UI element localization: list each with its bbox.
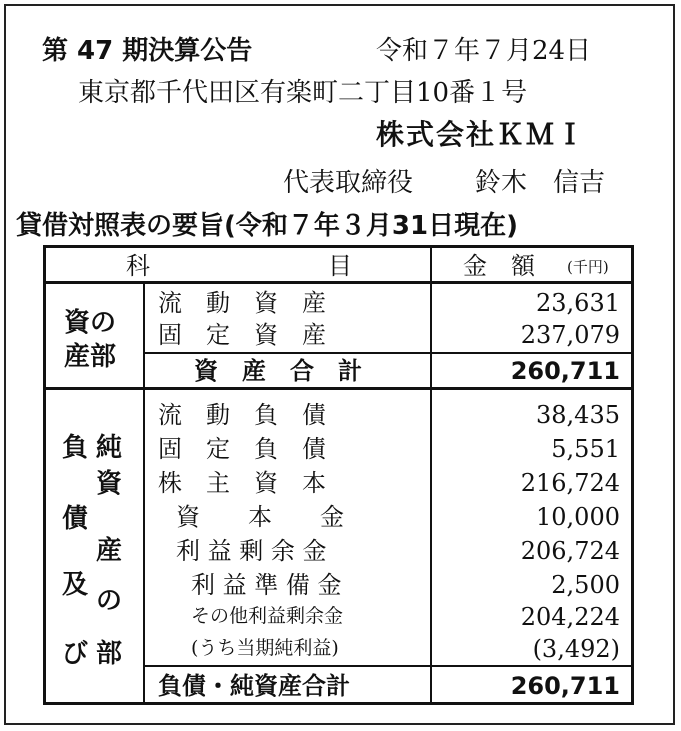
liab-row-value: 10,000 [536,503,620,531]
liab-row-value: 2,500 [551,571,620,599]
liab-category-char: 純 [96,433,123,463]
liab-row-label: 流 動 負 債 [158,401,326,429]
liab-category-char: び [62,639,89,669]
header-amount: 金 額 [463,252,535,280]
liab-category-char: 負 [62,433,89,463]
notice-title: 第 47 期決算公告 [42,36,253,66]
company-name: 株式会社ＫＭＩ [376,118,587,151]
asset-row-label: 流 動 資 産 [158,289,326,317]
liab-category-char: 資 [96,469,123,499]
liab-row-label: 資 本 金 [176,503,344,531]
representative-name: 鈴木 信吉 [475,168,606,198]
assets-divider [46,387,631,390]
liab-row-label: 固 定 負 債 [158,435,326,463]
header-subject-2: 目 [328,252,352,280]
notice-date: 令和７年７月24日 [376,36,592,66]
asset-row-value: 23,631 [536,289,620,317]
liab-row-label: 利 益 準 備 金 [191,571,342,599]
header-divider [46,281,631,284]
liab-category-char: 部 [96,639,123,669]
liab-row-value: (3,492) [532,635,620,663]
asset-total-value: 260,711 [510,357,620,385]
liab-category-char: 及 [62,570,89,600]
asset-total-divider [143,352,631,354]
liab-row-label: その他利益剰余金 [191,605,344,627]
representative-title: 代表取締役 [283,168,414,198]
liab-row-value: 5,551 [551,435,620,463]
liab-total-divider [143,665,631,667]
liab-category-char: 債 [62,504,89,534]
liab-row-label: (うち当期純利益) [191,637,339,659]
liab-row-value: 206,724 [520,537,620,565]
liab-category-char: 産 [96,536,123,566]
header-subject-1: 科 [126,252,150,280]
amount-divider [430,248,432,702]
liab-row-label: 株 主 資 本 [158,469,326,497]
asset-row-value: 237,079 [520,321,620,349]
liab-total-value: 260,711 [510,672,620,700]
balance-sheet-table [43,245,634,705]
assets-category-line2: 産部 [64,342,117,372]
company-address: 東京都千代田区有楽町二丁目10番１号 [78,78,528,108]
asset-row-label: 固 定 資 産 [158,321,326,349]
asset-total-label: 資 産 合 計 [194,357,362,385]
section-title: 貸借対照表の要旨(令和７年３月31日現在) [16,211,518,241]
liab-total-label: 負債・純資産合計 [158,672,350,700]
liab-category-char: の [96,586,123,616]
liab-row-value: 216,724 [520,469,620,497]
header-unit: (千円) [567,258,609,276]
assets-category-line1: 資の [64,308,117,338]
liab-row-label: 利 益 剰 余 金 [176,537,327,565]
liab-row-value: 38,435 [536,401,620,429]
liab-row-value: 204,224 [520,603,620,631]
category-divider [143,284,145,702]
